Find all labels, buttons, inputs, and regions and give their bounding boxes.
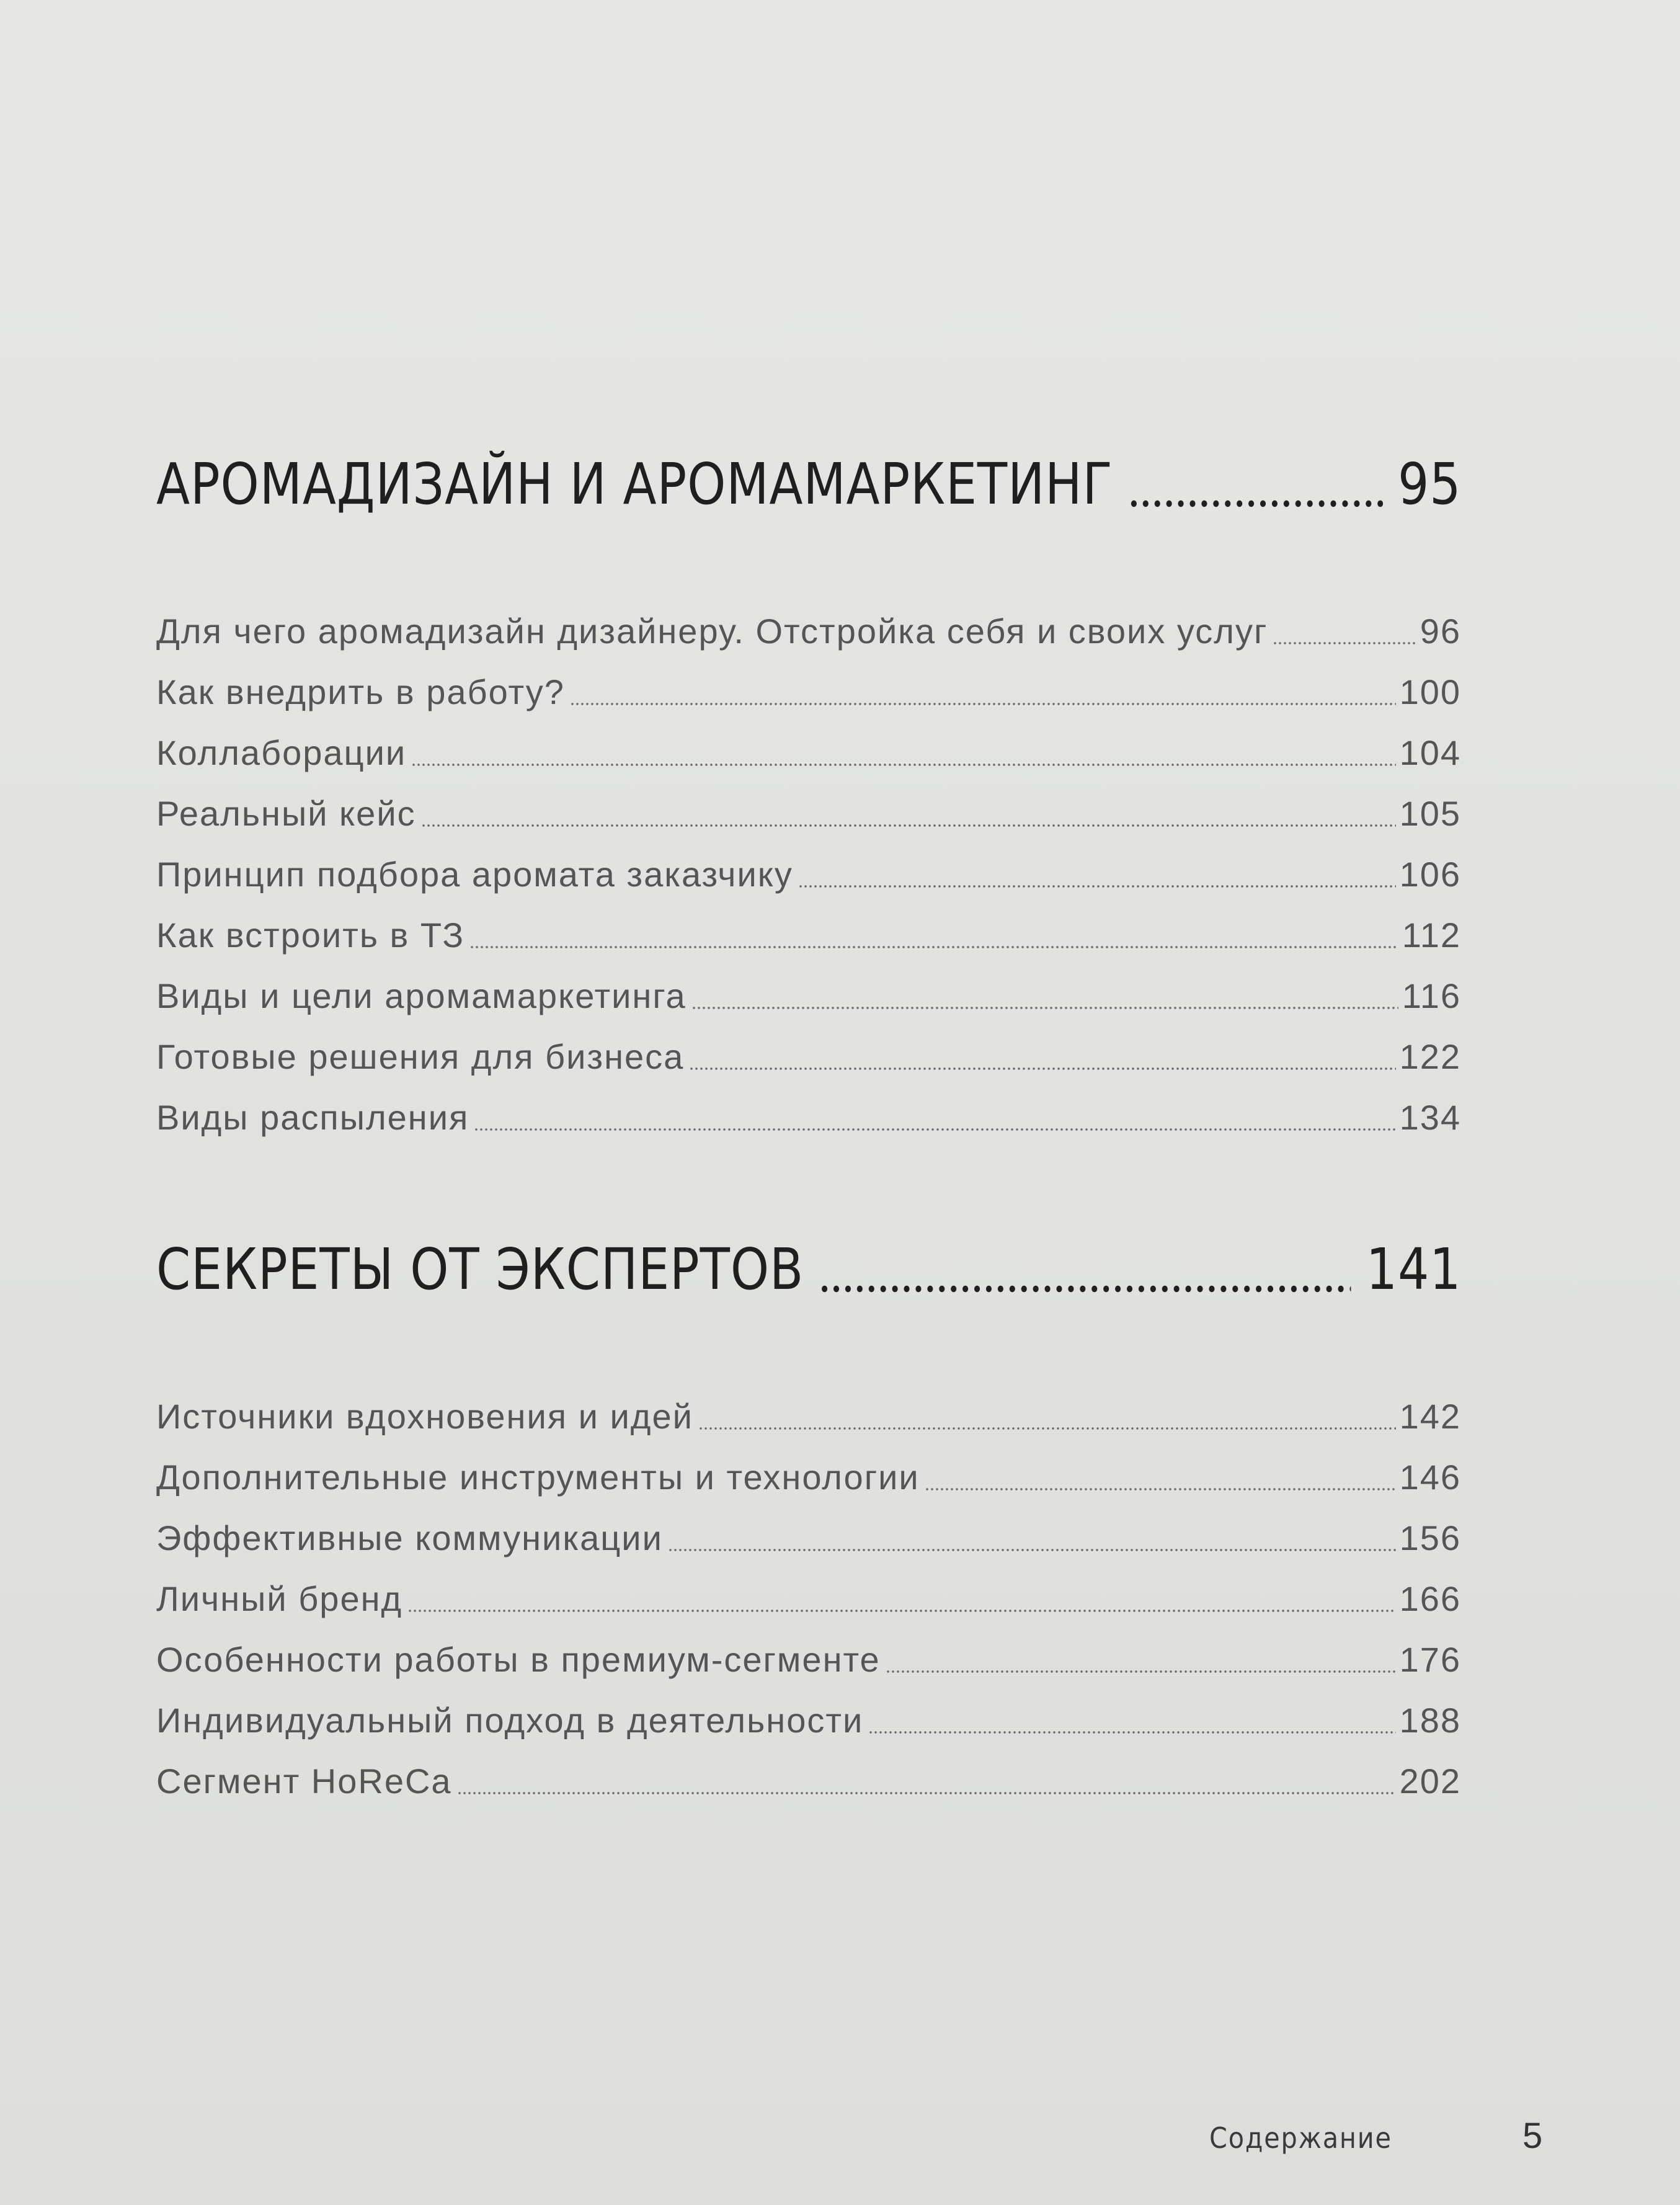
toc-entry-page: 188 — [1399, 1701, 1461, 1740]
toc-entry — [156, 1373, 1461, 1434]
toc-section-experts — [156, 1219, 1461, 1799]
toc-entry — [156, 831, 1461, 892]
toc-entry — [156, 1013, 1461, 1074]
toc-entry-label: Особенности работы в премиум-сегменте — [156, 1640, 881, 1679]
toc-entry-page: 116 — [1402, 976, 1461, 1015]
dot-leader — [886, 1670, 1396, 1673]
toc-entry-page: 96 — [1420, 612, 1461, 651]
dot-leader — [474, 1128, 1395, 1131]
toc-entry-label: Принцип подбора аромата заказчику — [156, 855, 793, 894]
dot-leader — [819, 1284, 1351, 1294]
dot-leader — [798, 884, 1396, 888]
dot-leader — [570, 702, 1396, 706]
toc-entry-label: Как встроить в ТЗ — [156, 915, 465, 955]
dot-leader — [411, 763, 1395, 767]
dot-leader — [689, 1067, 1395, 1071]
toc-entry-page: 100 — [1399, 672, 1461, 711]
toc-entry-page: 106 — [1399, 855, 1461, 894]
toc-entry-label: Коллаборации — [156, 733, 407, 772]
toc-entry-page: 202 — [1399, 1762, 1461, 1801]
section-title: АРОМАДИЗАЙН И АРОМАМАРКЕТИНГ — [156, 450, 1113, 517]
toc-entry — [156, 1495, 1461, 1556]
dot-leader — [868, 1731, 1395, 1734]
toc-entry-label: Эффективные коммуникации — [156, 1518, 663, 1557]
dot-leader — [469, 945, 1398, 949]
section-page-number: 95 — [1397, 450, 1462, 517]
section-title: СЕКРЕТЫ ОТ ЭКСПЕРТОВ — [156, 1236, 804, 1303]
toc-entry — [156, 892, 1461, 953]
dot-leader — [668, 1548, 1396, 1552]
toc-entry-list — [156, 588, 1461, 1135]
toc-section-aromadesign — [156, 434, 1461, 1135]
toc-entry-page: 146 — [1399, 1458, 1461, 1497]
toc-entry-label: Реальный кейс — [156, 794, 416, 833]
toc-entry-page: 105 — [1399, 794, 1461, 833]
toc-entry-label: Для чего аромадизайн дизайнеру. Отстройка себя и своих услуг — [156, 612, 1268, 651]
page-number: 5 — [1522, 2116, 1543, 2156]
toc-entry — [156, 1434, 1461, 1495]
dot-leader — [457, 1791, 1396, 1795]
toc-entry-label: Индивидуальный подход в деятельности — [156, 1701, 864, 1740]
toc-entry-label: Источники вдохновения и идей — [156, 1397, 693, 1436]
toc-entry-list — [156, 1373, 1461, 1799]
toc-entry — [156, 953, 1461, 1013]
toc-entry — [156, 1738, 1461, 1799]
dot-leader — [698, 1427, 1396, 1430]
toc-entry-label: Как внедрить в работу? — [156, 672, 565, 711]
running-footer-label: Содержание — [1209, 2121, 1392, 2155]
toc-entry-page: 142 — [1399, 1397, 1461, 1436]
section-page-number: 141 — [1366, 1236, 1462, 1303]
toc-entry — [156, 649, 1461, 710]
toc-entry — [156, 1677, 1461, 1738]
toc-entry-label: Виды распыления — [156, 1098, 469, 1137]
toc-entry-page: 104 — [1399, 733, 1461, 772]
dot-leader — [421, 824, 1396, 827]
toc-entry-page: 122 — [1399, 1037, 1461, 1076]
section-heading — [156, 434, 1461, 533]
toc-entry-page: 166 — [1399, 1579, 1461, 1618]
toc-entry — [156, 770, 1461, 831]
toc-entry-page: 176 — [1399, 1640, 1461, 1679]
toc-entry-label: Готовые решения для бизнеса — [156, 1037, 685, 1076]
toc-entry-page: 156 — [1399, 1518, 1461, 1557]
dot-leader — [691, 1006, 1398, 1010]
toc-entry — [156, 588, 1461, 649]
toc-entry-label: Виды и цели аромамаркетинга — [156, 976, 687, 1015]
dot-leader — [1273, 641, 1416, 645]
toc-entry — [156, 710, 1461, 770]
toc-entry-label: Дополнительные инструменты и технологии — [156, 1458, 920, 1497]
toc-entry — [156, 1556, 1461, 1616]
dot-leader — [925, 1487, 1396, 1491]
toc-entry-page: 134 — [1399, 1098, 1461, 1137]
section-heading — [156, 1219, 1461, 1319]
dot-leader — [407, 1609, 1395, 1613]
toc-entry-label: Сегмент HoReCa — [156, 1762, 452, 1801]
toc-entry — [156, 1074, 1461, 1135]
dot-leader — [1128, 499, 1383, 509]
toc-entry-page: 112 — [1402, 915, 1461, 955]
toc-entry — [156, 1616, 1461, 1677]
toc-entry-label: Личный бренд — [156, 1579, 403, 1618]
